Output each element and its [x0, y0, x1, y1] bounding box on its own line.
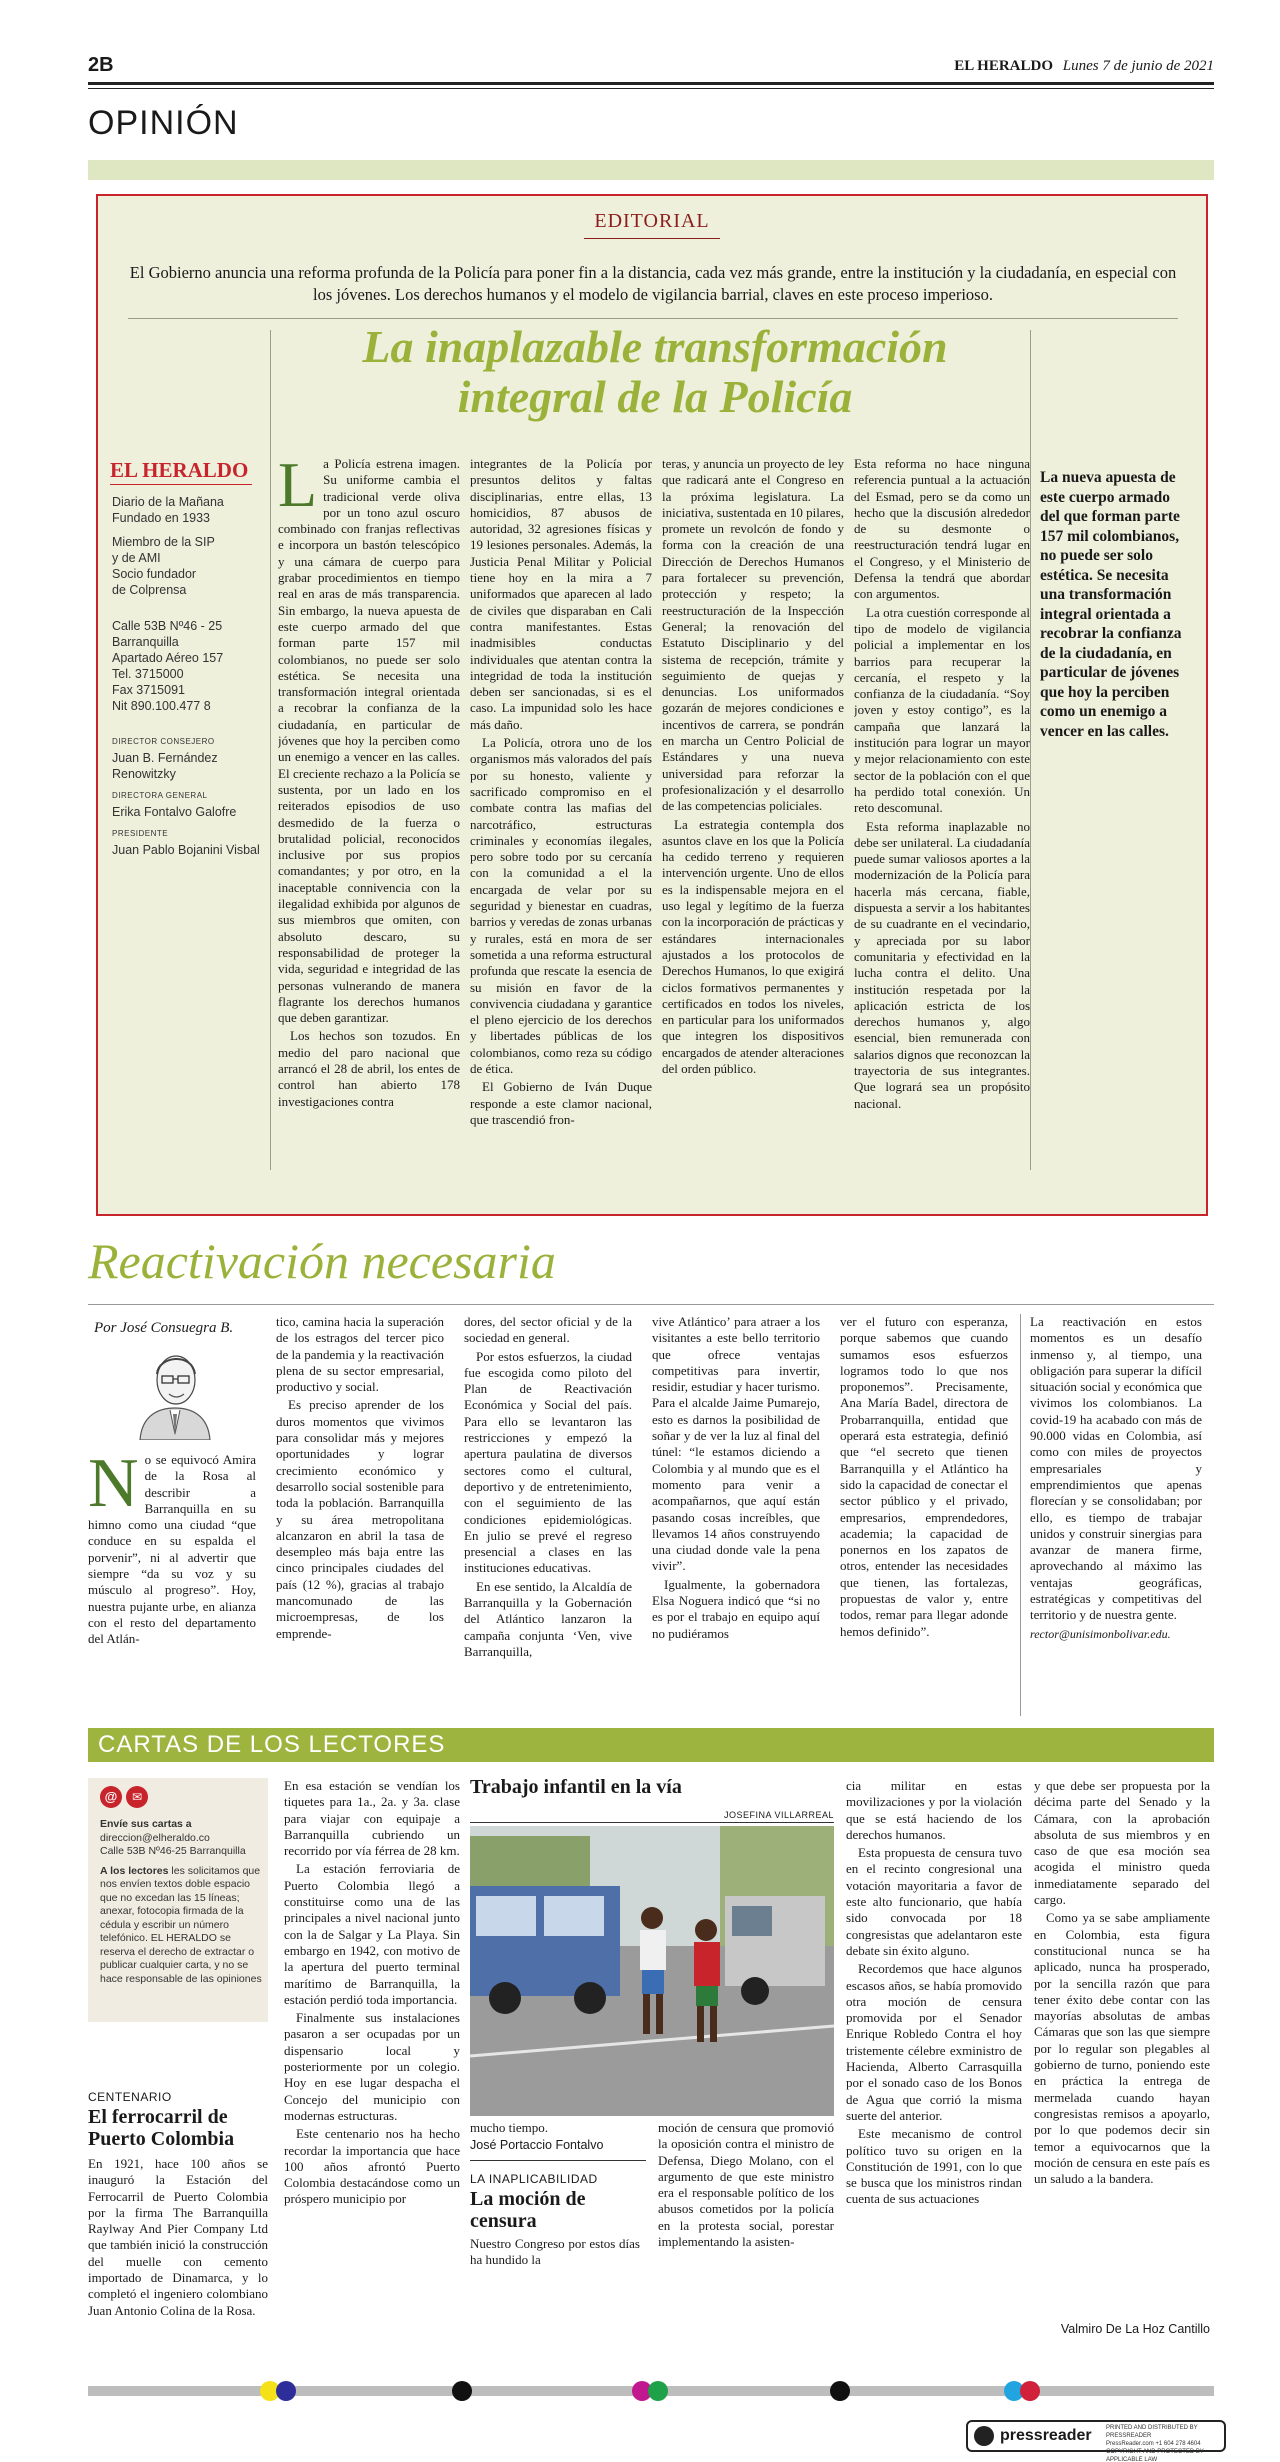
headline-right-rule — [1030, 330, 1031, 1170]
editorial-kicker: EDITORIAL — [594, 210, 710, 232]
paragraph: La otra cuestión corresponde al tipo de modelo de vigilancia policial a implementar en los barrios para recuperar la cercanía, el respeto y la confianza de la ciudadanía. “Soy joven y estoy contigo”, es la campaña que lanzará la institución para lograr un mayor y mejor relacionamiento con este sector de la población con el que ha perdido total conexión. Un reto descomunal. — [854, 604, 1030, 816]
paragraph: cia militar en estas movilizaciones y por la violación que se está haciendo de los derechos humanos. — [846, 1778, 1022, 1842]
column-text-4 — [652, 1314, 820, 1714]
letter2-column-3 — [846, 1778, 1022, 2338]
paragraph: vive Atlántico’ para atraer a los visitantes a este bello territorio que ofrece ventajas competitivas para invertir, residir, estudiar y hacer turismo. Para el alcalde Jaime Pumarejo, esto es darnos la posibilidad de soñar y de ver la luz al final del túnel: “le estamos diciendo a Colombia y al mundo que es el momento para venir a acompañarnos, que aquí están pasando cosas increíbles, que llevamos 14 años construyendo una ciudad donde vale la pena vivir”. — [652, 1314, 820, 1574]
masthead-line: y de AMI — [112, 551, 161, 565]
paragraph: La Policía, otrora uno de los organismos más valorados del país por su honesto, valiente y sacrificado compromiso en el combate contra las mafias del narcotráfico, estructuras criminales y economías ilegales, pero sobre todo por su cercanía con la comunidad a el la encargada de velar por su seguridad y bienestar en cuadras, barrios y veredas de zonas urbanas y rurales, está en mora de ser sometida a una reforma estructural profunda que rescate la esencia de su misión en favor de la convivencia ciudadana y garantice el pleno ejercicio de los derechos y libertades públicas de los colombianos, como reza su código de ética. — [470, 735, 652, 1076]
author-portrait — [130, 1344, 220, 1440]
column-text-1 — [88, 1452, 256, 1716]
author-email: rector@unisimonbolivar.edu. — [1030, 1626, 1171, 1641]
send-title: Envíe sus cartas a — [100, 1818, 192, 1830]
deck-rule — [128, 318, 1178, 319]
paragraph: Esta reforma no hace ninguna referencia puntual a la actuación del Esmad, pero se da como un hecho que la discusión alrededor de su desmonte o reestructuración tendrá lugar en el Congreso, y el Ministerio de Defensa la tendrá que abordar con argumentos. — [854, 456, 1030, 602]
column-byline: Por José Consuegra B. — [94, 1320, 234, 1336]
letter2-kicker: LA INAPLICABILIDAD — [470, 2172, 598, 2186]
photo-drawing — [470, 1826, 834, 2116]
pressreader-badge[interactable] — [966, 2420, 1226, 2462]
rules-lead: A los lectores — [100, 1864, 169, 1877]
column-text-2 — [276, 1314, 444, 1714]
section-green-band — [88, 160, 1214, 180]
letter2-signature: Valmiro De La Hoz Cantillo — [1060, 2322, 1210, 2336]
paragraph: La estación ferroviaria de Puerto Colombia llegó a constituirse como una de las principales a nivel nacional junto con la de Salgar y La Playa. Sin embargo en 1942, con motivo de la apertura del puerto terminal marítimo de Barranquilla, la estación perdió toda importancia. — [284, 1861, 460, 2007]
letter2-column-2 — [658, 2120, 834, 2340]
rules-text: les solicitamos que nos envíen textos doble espacio que no excedan las 15 líneas; anexar, fotocopia firmada de la cédula y escribir un número telefónico. EL HERALDO se reserva el derecho de extractar o publicar cualquier carta, y no se hace responsable de las opiniones — [100, 1864, 262, 1985]
paragraph: La reactivación en estos momentos es un desafío inmenso y, al tiempo, una obligación para superar la difícil situación social y económica que vivimos los colombianos. La covid-19 ha acabado con más de 90.000 vidas en Colombia, así como con miles de proyectos empresariales y emprendimientos que apenas florecían y se consolidaban; por ello, es tiempo de trabajar unidos y construir sinergias para avanzar de manera firme, aprovechando al máximo las ventajas geográficas, estratégicas y competitivas del territorio y de nuestra gente. — [1030, 1314, 1202, 1623]
column-headline-rule — [88, 1304, 1214, 1305]
letter1-column-1 — [88, 2156, 268, 2334]
paragraph: Finalmente sus instalaciones pasaron a ser ocupadas por un dispensario local y posteriormente por un colegio. Hoy en ese lugar despacha el Concejo del municipio con modernas estructuras. — [284, 2010, 460, 2123]
paragraph: a Policía estrena imagen. Su uniforme cambia el tradicional verde oliva por un tono azul oscuro combinado con franjas reflectivas e incorpora un bastón telescópico y una cámara de cuerpo para grabar procedimientos en tiempo real en aras de más transparencia. Sin embargo, la nueva apuesta de este cuerpo armado del que forman parte 157 mil colombianos, no puede ser solo estética. Se necesita una transformación integral orientada a recobrar la confianza de la ciudadanía, en particular de jóvenes que hoy la perciben como un enemigo a vencer en las calles. El creciente rechazo a la Policía se sustenta, por un lado en los reiterados episodios de uso desmedido de la fuerza o brutalidad policial, reconocidos inclusive por sus propios comandantes; y por otro, en la inaceptable connivencia con la ilegalidad exhibida por algunos de sus miembros que omiten, con absoluto descaro, su responsabilidad de proteger la vida, seguridad e integridad de las personas vulnerando de manera flagrante los derechos humanos que deben garantizar. — [278, 456, 460, 1026]
staff-name: Erika Fontalvo Galofre — [112, 805, 237, 819]
paragraph: En 1921, hace 100 años se inauguró la Estación del Ferrocarril de Puerto Colombia por la firma The Barranquilla Raylway And Pier Company Ltd que también inició la construcción del muelle con cemento importado de Dinamarca, y lo completó el ingeniero colombiano Juan Antonio Colina de la Rosa. — [88, 2156, 268, 2318]
staff-role: PRESIDENTE — [112, 829, 169, 838]
letter1-kicker: CENTENARIO — [88, 2090, 172, 2104]
headline-line-2: integral de la Policía — [457, 371, 853, 422]
staff-role: DIRECTOR CONSEJERO — [112, 737, 215, 746]
masthead-line: de Colprensa — [112, 583, 187, 597]
paragraph: Como ya se sabe ampliamente en Colombia, esta figura constitucional nunca se ha aplicado, nunca ha prosperado, por la sencilla razón que para tener éxito debe contar con las mayorías absolutas de ambas Cámaras que son las que siempre por lo regular son plegables al gobierno de turno, poniendo este en práctica la entrega de mermelada cuando hayan congresistas remisos a apoyarlo, por lo que podemos decir sin temor a equivocarnos que la moción de censura en este país es un saludo a la bandera. — [1034, 1910, 1210, 2187]
masthead-line: Fundado en 1933 — [112, 511, 211, 525]
paper-dateline — [954, 58, 1214, 75]
paragraph: En ese sentido, la Alcaldía de Barranquilla y la Gobernación del Atlántico lanzaron la campaña conjunta ‘Ven, vive Barranquilla, — [464, 1578, 632, 1659]
masthead-line: Diario de la Mañana — [112, 495, 224, 509]
paragraph: Igualmente, la gobernadora Elsa Noguera indicó que “si no es por el trabajo en equipo aquí no pudiéramos — [652, 1576, 820, 1641]
column-dropcap: N — [88, 1452, 139, 1522]
editorial-column-4 — [854, 456, 1030, 1196]
paragraph: Los hechos son tozudos. En medio del paro nacional que arrancó el 28 de abril, los entes de control han abierto 178 investigaciones contra — [278, 1028, 460, 1109]
page-number: 2B — [88, 54, 114, 76]
paragraph: Por estos esfuerzos, la ciudad fue escogida como piloto del Plan de Reactivación Económica y Social del país. Para ello se levantaron las restricciones y empezó la apertura paulatina de diversos sectores como el cultural, deportivo y de entretenimiento, con el seguimiento de las condiciones epidemiológicas. En julio se prevé el regreso presencial a clases en las instituciones educativas. — [464, 1348, 632, 1576]
pressreader-icon — [974, 2426, 994, 2446]
blue-mark — [276, 2381, 296, 2401]
column-divider — [1020, 1314, 1021, 1716]
masthead-logo-rule — [110, 484, 252, 485]
author-portrait-drawing — [130, 1344, 220, 1440]
pressreader-note: PressReader.com +1 604 278 4604 — [1106, 2441, 1201, 2447]
issue-date: Lunes 7 de junio de 2021 — [1062, 58, 1214, 74]
masthead-info — [112, 494, 262, 858]
column-text-6 — [1030, 1314, 1202, 1714]
staff-name: Juan Pablo Bojanini Visbal — [112, 843, 260, 857]
editorial-kicker-rule — [584, 238, 720, 239]
masthead-line: Miembro de la SIP — [112, 535, 215, 549]
letters-info — [100, 1818, 264, 1986]
paper-name: EL HERALDO — [954, 58, 1053, 74]
masthead-line: Nit 890.100.477 8 — [112, 699, 211, 713]
send-email[interactable]: direccion@elheraldo.co — [100, 1831, 210, 1844]
pressreader-note: PRINTED AND DISTRIBUTED BY PRESSREADER — [1106, 2425, 1198, 2439]
editorial-headline — [270, 322, 1040, 422]
pressreader-brand: pressreader — [1000, 2427, 1092, 2444]
dropcap: L — [278, 456, 318, 520]
photo-children-road — [470, 1826, 834, 2116]
contact-icons — [100, 1786, 156, 1810]
masthead-line: Socio fundador — [112, 567, 197, 581]
header-rule-thin — [88, 88, 1214, 89]
letter1-title: El ferrocarril de Puerto Colombia — [88, 2106, 235, 2150]
black-mark-2 — [830, 2381, 850, 2401]
paragraph: En esa estación se vendían los tiquetes para 1a., 2a. y 3a. clase para viajar con equipaje a Barranquilla cubriendo un recorrido por vía férrea de 28 km. — [284, 1778, 460, 1859]
column-text-3 — [464, 1314, 632, 1714]
letter2-column-1 — [470, 2236, 640, 2336]
column-text-5 — [840, 1314, 1008, 1714]
letter1-tail: mucho tiempo. — [470, 2120, 548, 2135]
editorial-deck: El Gobierno anuncia una reforma profunda de la Policía para poner fin a la distancia, cada vez más grande, entre la institución y la ciudadanía, en especial con los jóvenes. Los derechos humanos y el modelo de vigilancia barrial, claves en este proceso imperioso. — [129, 263, 1177, 304]
paragraph: moción de censura que promovió la oposición contra el ministro de Defensa, Diego Molano, con el argumento de que este ministro era el responsable político de los abusos cometidos por la policía en la protesta social, porestar implementando la asisten- — [658, 2120, 834, 2250]
paragraph: Recordemos que hace algunos escasos años, se había promovido otra moción de censura promovida por el Senador Enrique Robledo Contra el hoy tristemente célebre exministro de Hacienda, Alberto Carrasquilla por el sonado caso de los Bonos de Agua que corrió la misma suerte del anterior. — [846, 1961, 1022, 2123]
green-mark — [648, 2381, 668, 2401]
paragraph: Este centenario nos ha hecho recordar la importancia que hace 100 años afrontó Puerto Colombia destacándose como un próspero municipio por — [284, 2126, 460, 2207]
paragraph: integrantes de la Policía por presuntos delitos y faltas disciplinarias, entre ellas, 13 homicidios, 87 abusos de autoridad, 32 agresiones físicas y 19 lesiones personales. Además, la Justicia Penal Militar y Policial tiene hoy en la mira a 7 uniformados que aparecen al lado de civiles que disparaban en Cali contra manifestantes. Estas inadmisibles conductas individuales que atentan contra la integridad de toda la institución deben ser sancionadas, si es el caso. La impunidad solo les hace más daño. — [470, 456, 652, 732]
pressreader-note: COPYRIGHT AND PROTECTED BY APPLICABLE LAW — [1106, 2449, 1204, 2462]
send-address: Calle 53B Nº46-25 Barranquilla — [100, 1845, 246, 1857]
paragraph: o se equivocó Amira de la Rosa al describir a Barranquilla en su himno como una ciudad “que conduce en su espalda el porvenir”, ni al advertir que siempre “da su voz y su músculo al progreso”. Hoy, nuestra pujante urbe, en alianza con el resto del departamento del Atlán- — [88, 1452, 256, 1647]
headline-line-1: La inaplazable transformación — [362, 321, 948, 372]
paragraph: La estrategia contempla dos asuntos clave en los que la Policía ha cedido terreno y requieren intervención urgente. Uno de ellos es la indispensable mejora en el uso legal y legítimo de la fuerza con la incorporación de prácticas y estándares internacionales ajustados a los protocolos de Derechos Humanos, lo que exigirá ciclos formativos permanentes y certificados en todos los niveles, en particular para los uniformados que integren los dispositivos encargados de atender alteraciones del orden público. — [662, 816, 844, 1076]
paragraph: Esta propuesta de censura tuvo en el recinto congresional una votación mayoritaria a favor de este alto funcionario, que había sido convocada por 18 congresistas que adelantaron este debate sin éxito alguno. — [846, 1845, 1022, 1958]
paragraph: Esta reforma inaplazable no debe ser unilateral. La ciudadanía puede sumar valiosos aportes a la modernización de la Policía para hacerla más cercana, fiable, dispuesta a servir a los habitantes de su cuadrante en el vecindario, y apreciada por su labor comunitaria y efectividad en la lucha contra el delito. Una institución respetada por la aplicación estricta de los derechos humanos y, algo esencial, bien remunerada con salarios dignos que reconozcan la trayectoria de sus integrantes. Que logrará sea un propósito nacional. — [854, 818, 1030, 1111]
registration-marks — [88, 2381, 1214, 2401]
paragraph: tico, camina hacia la superación de los estragos del tercer pico de la pandemia y la reactivación plena de su sector empresarial, productivo y social. — [276, 1314, 444, 1395]
at-icon: @ — [100, 1786, 122, 1808]
masthead-line: Fax 3715091 — [112, 683, 185, 697]
letter1-column-2 — [284, 1778, 460, 2338]
editorial-pullquote: La nueva apuesta de este cuerpo armado del que forman parte 157 mil colombianos, no puede ser solo estética. Se necesita una transformación integral orientada a recobrar la confianza de la ciudadanía, en particular de jóvenes que hoy la perciben como un enemigo a vencer en las calles. — [1040, 469, 1182, 740]
editorial-column-1 — [278, 456, 460, 1196]
paragraph: El Gobierno de Iván Duque responde a este clamor nacional, que trascendió fron- — [470, 1079, 652, 1127]
staff-name: Juan B. Fernández Renowitzky — [112, 751, 218, 781]
photo-title: Trabajo infantil en la vía — [470, 1776, 682, 1798]
paragraph: teras, y anuncia un proyecto de ley que radicará ante el Congreso en la próxima legislatura. La iniciativa, sustentada en 10 pilares, promete un revolcón de fondo y forma con la creación de una Dirección de Derechos Humanos para fortalecer su prevención, protección y respeto; la reestructuración de la Inspección General; la renovación del Estatuto Disciplinario y del sistema de recepción, trámite y seguimiento de quejas y denuncias. Los uniformados gozarán de mejores condiciones e incentivos de carrera, se pondrán en marcha un Centro Policial de Estándares y una nueva universidad para reforzar la profesionalización y el desarrollo de las competencias policiales. — [662, 456, 844, 814]
paragraph: Este mecanismo de control político tuvo su origen en la Constitución de 1991, con lo que se busca que los ministros rindan cuenta de sus actuaciones — [846, 2126, 1022, 2207]
staff-role: DIRECTORA GENERAL — [112, 791, 208, 800]
masthead-line: Barranquilla — [112, 635, 179, 649]
letter-separator — [470, 2160, 646, 2161]
envelope-icon: ✉ — [126, 1786, 148, 1808]
editorial-column-2 — [470, 456, 652, 1196]
letters-banner: CARTAS DE LOS LECTORES — [88, 1728, 1214, 1762]
letter2-column-4 — [1034, 1778, 1210, 2318]
paragraph: y que debe ser propuesta por la décima parte del Senado y la Cámara, con la aprobación absoluta de sus miembros y en caso de que esa moción sea acogida el ministro queda inmediatamente separado del cargo. — [1034, 1778, 1210, 1908]
black-mark — [452, 2381, 472, 2401]
masthead-line: Tel. 3715000 — [112, 667, 184, 681]
letter1-signature: José Portaccio Fontalvo — [470, 2138, 604, 2152]
paragraph: Nuestro Congreso por estos días ha hundido la — [470, 2236, 640, 2268]
masthead-line: Calle 53B Nº46 - 25 — [112, 619, 223, 633]
letter2-title: La moción de censura — [470, 2188, 586, 2232]
column-headline: Reactivación necesaria — [88, 1233, 556, 1289]
masthead-line: Apartado Aéreo 157 — [112, 651, 224, 665]
editorial-column-3 — [662, 456, 844, 1196]
paragraph: dores, del sector oficial y de la sociedad en general. — [464, 1314, 632, 1346]
pressreader-notes — [1106, 2424, 1224, 2462]
paragraph: Es preciso aprender de los duros momentos que vivimos para consolidar más y mejores oportunidades y lograr crecimiento económico y desarrollo social sostenible para toda la población. Barranquilla y su área metropolitana alcanzaron en abril la tasa de desempleo más baja entre las cinco principales ciudades del país (12 %), gracias al trabajo mancomunado de las microempresas, de los emprende- — [276, 1397, 444, 1641]
masthead-logo: EL HERALDO — [110, 458, 249, 482]
photo-credit-rule — [470, 1822, 834, 1823]
section-title: OPINIÓN — [88, 104, 239, 142]
headline-left-rule — [270, 330, 271, 1170]
red-mark — [1020, 2381, 1040, 2401]
photo-credit: JOSEFINA VILLARREAL — [723, 1810, 834, 1820]
header-rule — [88, 82, 1214, 85]
letters-rules — [100, 1865, 264, 1987]
paragraph: ver el futuro con esperanza, porque sabemos que cuando sumamos esos esfuerzos logramos todo lo que nos proponemos”. Precisamente, Ana María Badel, directora de Probarranquilla, entidad que operará esta estrategia, definió que “el secreto que tienen Barranquilla y el Atlántico ha sido la capacidad de conectar el sector público y el privado, empresarios, emprendedores, academia; la capacidad de ponernos en los zapatos de otros, entender las necesidades que tienen, las fortalezas, propuestas de valor y, entre todos, remar para llegar adonde hemos definido”. — [840, 1314, 1008, 1639]
